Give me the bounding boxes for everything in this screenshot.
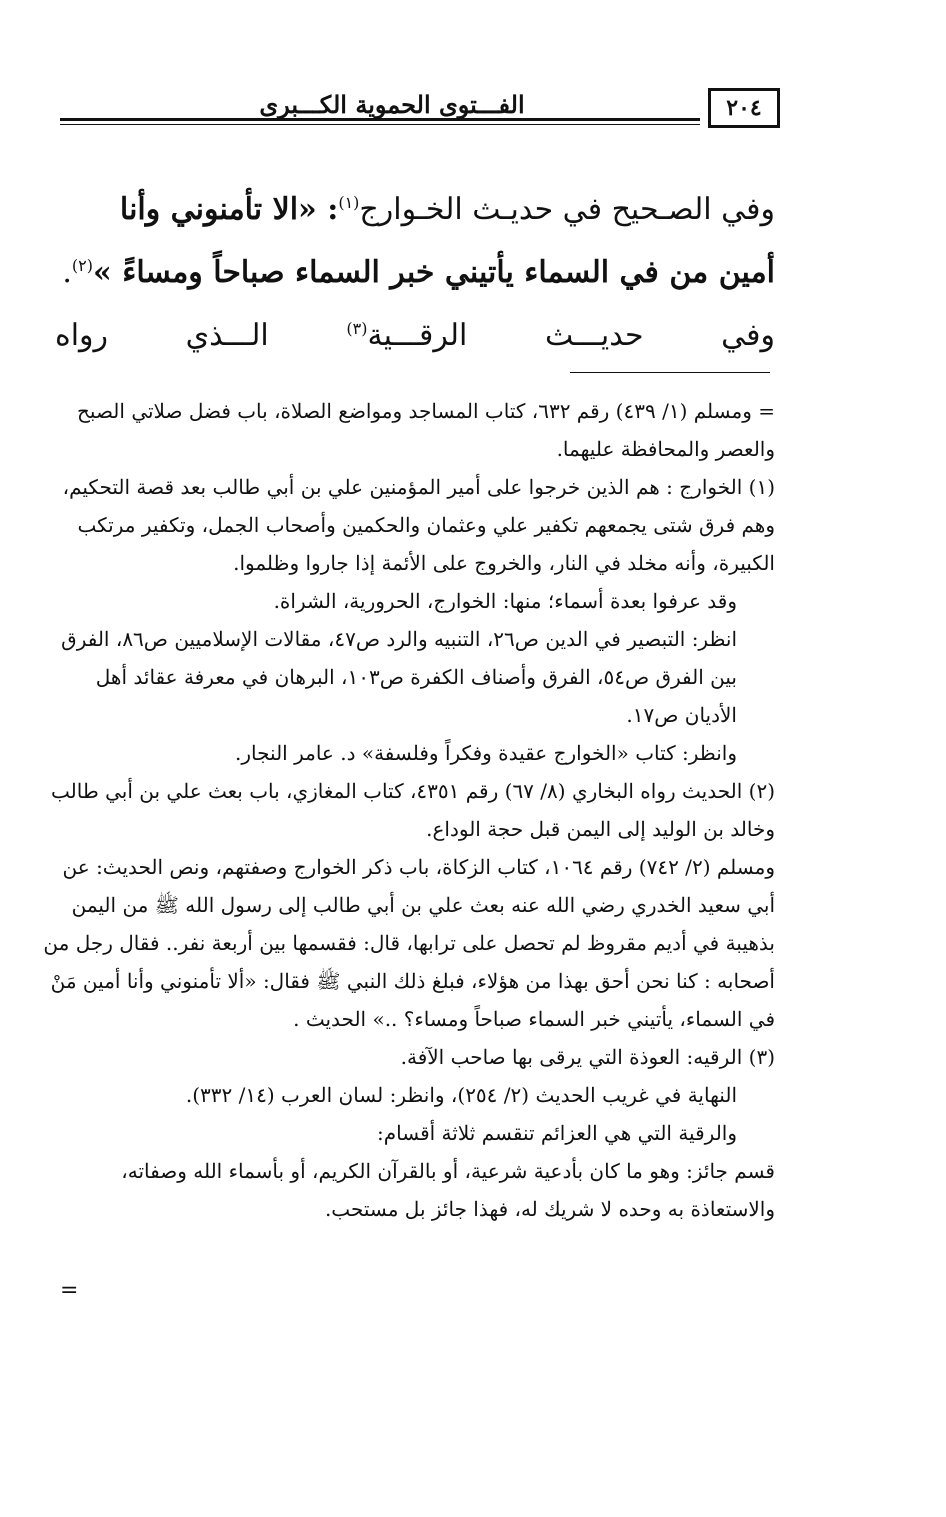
page-header xyxy=(60,88,780,134)
footnote-line: وانظر: كتاب «الخوارج عقيدة وفكراً وفلسفة» د. عامر النجار. xyxy=(235,741,737,765)
footnote-line: انظر: التبصير في الدين ص٢٦، التنبيه والرد ص٤٧، مقالات الإسلاميين ص٨٦، الفرق بين الفرق ص٥٤، الفرق وأصناف الكفرة ص١٠٣، البرهان في معرفة عقائد أهل الأديان ص١٧. xyxy=(61,627,737,727)
footnote-line: (٣) الرقيه: العوذة التي يرقى بها صاحب الآفة. xyxy=(400,1045,775,1069)
main-p1-quote: : «الا تأمنوني وأنا أمين من في السماء يأتيني خبر السماء صباحاً ومساءً » xyxy=(93,192,775,290)
main-paragraph-2 xyxy=(55,301,775,364)
footnote-line: النهاية في غريب الحديث (٢/ ٢٥٤)، وانظر: لسان العرب (١٤/ ٣٣٢). xyxy=(185,1083,737,1107)
footnote-line: (٢) الحديث رواه البخاري (٨/ ٦٧) رقم ٤٣٥١، كتاب المغازي، باب بعث علي بن أبي طالب وخالد بن الوليد إلى اليمن قبل حجة الوداع. xyxy=(51,779,775,841)
continuation-mark: = xyxy=(60,1278,79,1303)
footnote-ref-1: (١) xyxy=(338,193,360,212)
main-p2-text-b: الـــذي رواه xyxy=(55,318,347,353)
footnote-separator xyxy=(570,372,770,373)
main-p2-text-a: وفي حديـــث الرقـــية xyxy=(367,318,776,353)
page-number: ٢٠٤ xyxy=(708,88,780,128)
header-rule xyxy=(60,118,700,121)
main-p1-text-a: وفي الصـحيح في حديـث الخـوارج xyxy=(359,192,775,227)
main-p1-end: . xyxy=(62,255,72,290)
main-text xyxy=(55,175,775,364)
footnote-ref-3: (٣) xyxy=(346,319,368,338)
footnote-line: ومسلم (٢/ ٧٤٢) رقم ١٠٦٤، كتاب الزكاة، باب ذكر الخوارج وصفتهم، ونص الحديث: عن أبي سعيد الخدري رضي الله عنه بعث علي بن أبي طالب إلى رسول الله ﷺ من اليمن بذهيبة في أديم مقروظ لم تحصل على ترابها، قال: فقسمها بين أربعة نفر.. فقال رجل من أصحابه : كنا نحن أحق بهذا من هؤلاء، فبلغ ذلك النبي ﷺ فقال: «ألا تأمنوني وأنا أمين مَنْ في السماء، يأتيني خبر السماء صباحاً ومساء؟ ..» الحديث . xyxy=(43,855,775,1031)
header-rule-thin xyxy=(60,124,700,125)
footnote-line: = ومسلم (١/ ٤٣٩) رقم ٦٣٢، كتاب المساجد ومواضع الصلاة، باب فضل صلاتي الصبح والعصر والمحافظة عليهما. xyxy=(77,399,775,461)
footnote-line: (١) الخوارج : هم الذين خرجوا على أمير المؤمنين علي بن أبي طالب بعد قصة التحكيم، وهم فرق شتى يجمعهم تكفير علي وعثمان والحكمين وأصحاب الجمل، وتكفير مرتكب الكبيرة، وأنه مخلد في النار، والخروج على الأئمة إذا جاروا وظلموا. xyxy=(62,475,775,575)
footnote-line: قسم جائز: وهو ما كان بأدعية شرعية، أو بالقرآن الكريم، أو بأسماء الله وصفاته، والاستعاذة به وحده لا شريك له، فهذا جائز بل مستحب. xyxy=(121,1159,775,1221)
main-paragraph-1 xyxy=(55,175,775,301)
running-title: الفـــتوى الحموية الكـــبرى xyxy=(259,90,525,119)
footnote-ref-2: (٢) xyxy=(71,256,94,275)
footnote-line: وقد عرفوا بعدة أسماء؛ منها: الخوارج، الحرورية، الشراة. xyxy=(273,589,737,613)
footnote-line: والرقية التي هي العزائم تنقسم ثلاثة أقسام: xyxy=(377,1121,737,1145)
footnotes xyxy=(40,392,775,1228)
